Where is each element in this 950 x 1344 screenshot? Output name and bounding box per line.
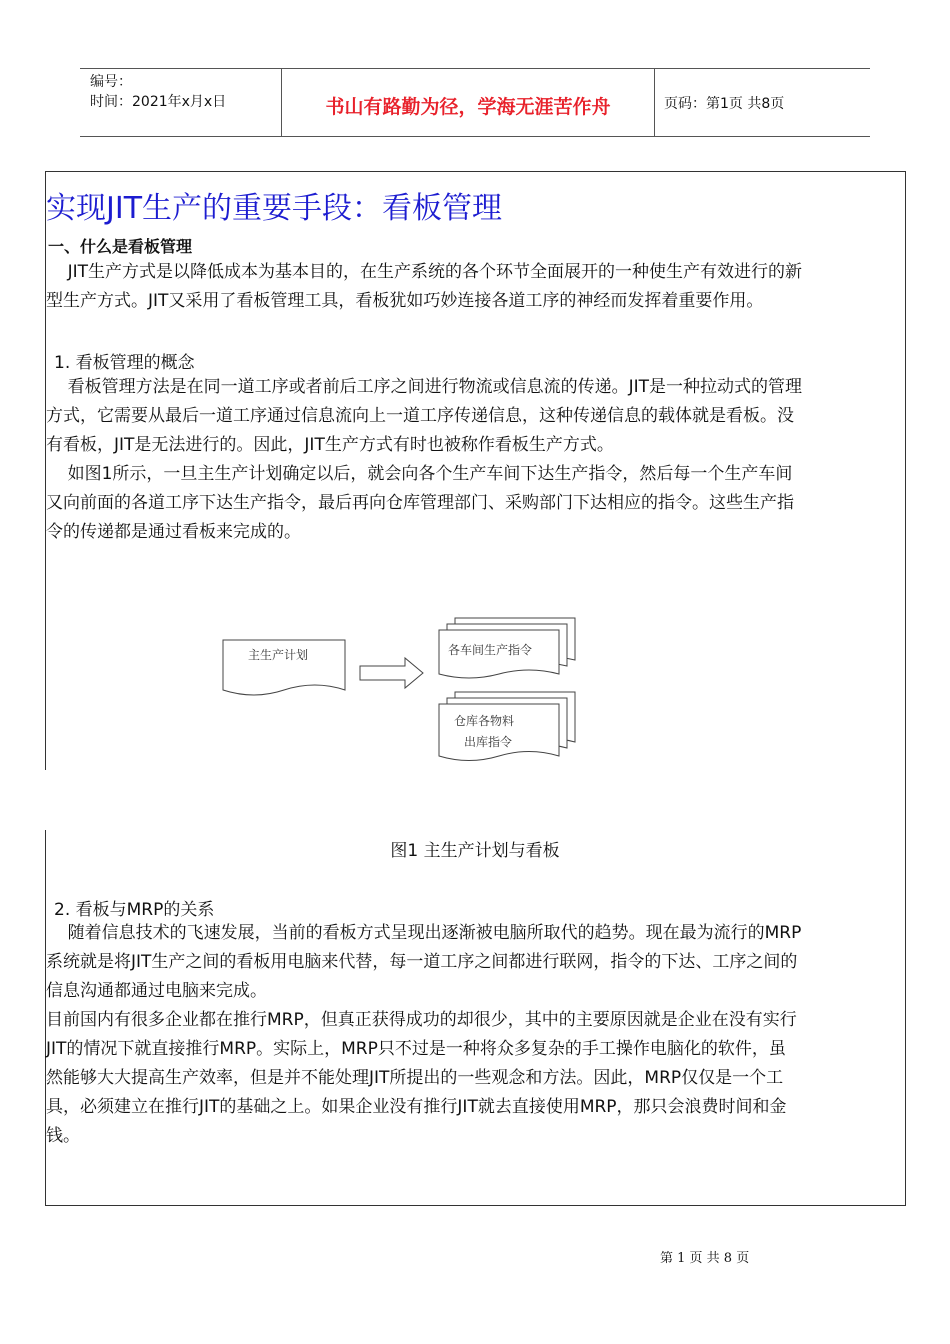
sub1-paragraph xyxy=(46,373,906,547)
sub2-heading: 2. 看板与MRP的关系 xyxy=(54,900,215,920)
text-line: 信息沟通都通过电脑来完成。 xyxy=(46,981,267,1001)
main-plan-label: 主生产计划 xyxy=(248,648,309,662)
warehouse-doc-front xyxy=(439,704,559,761)
sub2-paragraph xyxy=(46,919,906,1151)
figure-caption: 图1 主生产计划与看板 xyxy=(390,841,560,861)
warehouse-label-2: 出库指令 xyxy=(464,735,513,749)
text-line: 看板管理方法是在同一道工序或者前后工序之间进行物流或信息流的传递。JIT是一种拉动式的管理 xyxy=(46,377,803,397)
text-line: 随着信息技术的飞速发展，当前的看板方式呈现出逐渐被电脑所取代的趋势。现在最为流行的MRP xyxy=(46,923,802,943)
section1-heading: 一、什么是看板管理 xyxy=(48,237,193,256)
header-time: 时间：2021年x月x日 xyxy=(90,94,227,110)
text-line: JIT生产方式是以降低成本为基本目的，在生产系统的各个环节全面展开的一种使生产有效进行的新 xyxy=(46,262,803,282)
text-line: 方式，它需要从最后一道工序通过信息流向上一道工序传递信息，这种传递信息的载体就是看板。没 xyxy=(46,406,794,426)
text-line: JIT的情况下就直接推行MRP。实际上，MRP只不过是一种将众多复杂的手工操作电脑化的软件，虽 xyxy=(46,1039,786,1059)
sub1-heading: 1. 看板管理的概念 xyxy=(54,353,195,373)
text-line: 又向前面的各道工序下达生产指令，最后再向仓库管理部门、采购部门下达相应的指令。这些生产指 xyxy=(46,493,794,513)
workshop-label: 各车间生产指令 xyxy=(448,643,533,657)
intro-paragraph xyxy=(46,258,906,316)
header-motto: 书山有路勤为径，学海无涯苦作舟 xyxy=(325,96,611,118)
text-line: 钱。 xyxy=(46,1126,80,1146)
footer-page-info: 第 1 页 共 8 页 xyxy=(660,1251,750,1266)
frame-gap xyxy=(45,770,47,830)
arrow-icon xyxy=(360,658,423,688)
text-line: 目前国内有很多企业都在推行MRP，但真正获得成功的却很少，其中的主要原因就是企业在没有实行 xyxy=(46,1010,797,1030)
text-line: 具，必须建立在推行JIT的基础之上。如果企业没有推行JIT就去直接使用MRP，那只会浪费时间和金 xyxy=(46,1097,787,1117)
text-line: 令的传递都是通过看板来完成的。 xyxy=(46,522,301,542)
figure-diagram xyxy=(220,608,580,768)
text-line: 如图1所示，一旦主生产计划确定以后，就会向各个生产车间下达生产指令，然后每一个生产车间 xyxy=(46,464,793,484)
warehouse-label-1: 仓库各物料 xyxy=(454,714,515,728)
text-line: 型生产方式。JIT又采用了看板管理工具，看板犹如巧妙连接各道工序的神经而发挥着重要作用。 xyxy=(46,291,764,311)
text-line: 系统就是将JIT生产之间的看板用电脑来代替，每一道工序之间都进行联网，指令的下达、工序之间的 xyxy=(46,952,798,972)
header-bottom-rule xyxy=(80,136,870,137)
text-line: 有看板，JIT是无法进行的。因此，JIT生产方式有时也被称作看板生产方式。 xyxy=(46,435,614,455)
header-meta xyxy=(90,72,226,112)
header-number: 编号： xyxy=(90,74,132,90)
header-top-rule xyxy=(80,68,870,69)
text-line: 然能够大大提高生产效率，但是并不能处理JIT所提出的一些观念和方法。因此，MRP仅仅是一个工 xyxy=(46,1068,784,1088)
header-page-info: 页码：第1页 共8页 xyxy=(664,96,785,112)
header-divider-2 xyxy=(654,68,655,136)
page-title: 实现JIT生产的重要手段：看板管理 xyxy=(46,191,503,226)
